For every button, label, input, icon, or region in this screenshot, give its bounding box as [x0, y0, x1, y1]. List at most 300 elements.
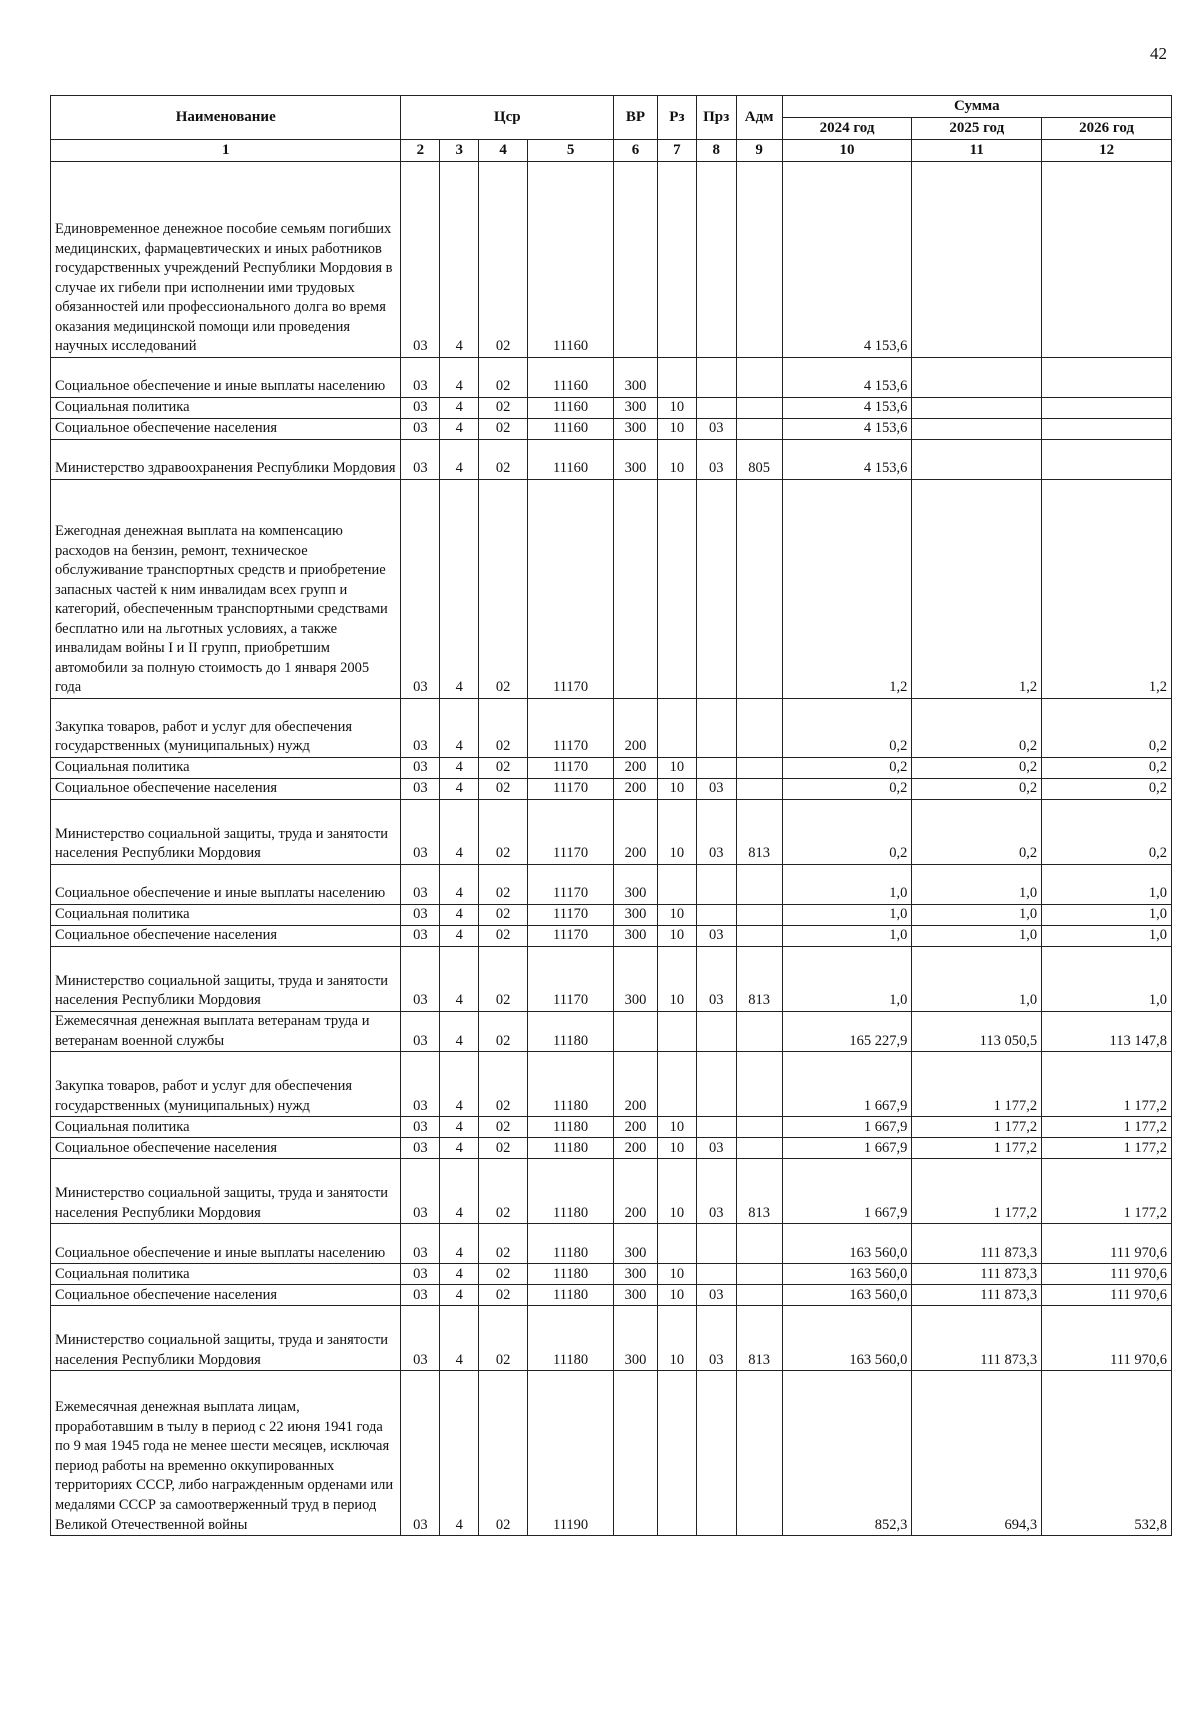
- csr-part2: 4: [440, 1285, 479, 1306]
- sum-2026: 111 970,6: [1042, 1306, 1172, 1371]
- csr-code: 11160: [528, 440, 614, 480]
- sum-2025: 111 873,3: [912, 1224, 1042, 1264]
- row-name: Министерство социальной защиты, труда и занятости населения Республики Мордовия: [51, 947, 401, 1012]
- table-row: [51, 1012, 1172, 1052]
- row-name: Ежегодная денежная выплата на компенсацию расходов на бензин, ремонт, техническое обслуживание транспортных средств и приобретение запасных частей к ним инвалидам всех групп и категорий, обеспеченным транспортными средствами бесплатно или на льготных условиях, а также инвалидам войны I и II групп, приобретшим автомобили за полную стоимость до 1 января 2005 года: [51, 480, 401, 699]
- vr-code: 200: [614, 1159, 658, 1224]
- rz-code: 10: [657, 440, 696, 480]
- adm-code: [736, 1264, 782, 1285]
- table-row: [51, 779, 1172, 800]
- sum-2025: [912, 162, 1042, 358]
- adm-code: [736, 398, 782, 419]
- csr-part1: 03: [401, 800, 440, 865]
- adm-code: [736, 162, 782, 358]
- rz-code: 10: [657, 1138, 696, 1159]
- csr-code: 11170: [528, 947, 614, 1012]
- sum-2026: [1042, 398, 1172, 419]
- prz-code: [696, 758, 736, 779]
- header-year-2024: 2024 год: [782, 118, 912, 140]
- colnum: 2: [401, 140, 440, 162]
- sum-2025: 1,0: [912, 905, 1042, 926]
- rz-code: [657, 358, 696, 398]
- adm-code: [736, 865, 782, 905]
- rz-code: 10: [657, 800, 696, 865]
- table-row: [51, 926, 1172, 947]
- sum-2025: 1 177,2: [912, 1052, 1042, 1117]
- vr-code: 300: [614, 1264, 658, 1285]
- csr-part2: 4: [440, 480, 479, 699]
- sum-2026: 1 177,2: [1042, 1052, 1172, 1117]
- vr-code: 200: [614, 1138, 658, 1159]
- adm-code: 805: [736, 440, 782, 480]
- csr-code: 11170: [528, 800, 614, 865]
- row-name: Социальная политика: [51, 1117, 401, 1138]
- csr-part3: 02: [479, 1285, 528, 1306]
- sum-2026: 1,0: [1042, 865, 1172, 905]
- vr-code: 200: [614, 758, 658, 779]
- sum-2024: 1,0: [782, 947, 912, 1012]
- colnum: 8: [696, 140, 736, 162]
- sum-2024: 1,0: [782, 905, 912, 926]
- sum-2024: 1 667,9: [782, 1159, 912, 1224]
- row-name: Социальное обеспечение населения: [51, 419, 401, 440]
- row-name: Единовременное денежное пособие семьям погибших медицинских, фармацевтических и иных работников государственных учреждений Республики Мордовия в случае их гибели при исполнении ими трудовых обязанностей или профессионального долга во время оказания медицинской помощи или проведения научных исследований: [51, 162, 401, 358]
- row-name: Ежемесячная денежная выплата ветеранам труда и ветеранам военной службы: [51, 1012, 401, 1052]
- sum-2026: 0,2: [1042, 699, 1172, 758]
- csr-part1: 03: [401, 947, 440, 1012]
- csr-code: 11170: [528, 758, 614, 779]
- csr-part2: 4: [440, 1371, 479, 1536]
- sum-2026: 1,2: [1042, 480, 1172, 699]
- row-name: Социальное обеспечение и иные выплаты населению: [51, 1224, 401, 1264]
- vr-code: 200: [614, 699, 658, 758]
- adm-code: 813: [736, 1159, 782, 1224]
- rz-code: [657, 162, 696, 358]
- csr-part1: 03: [401, 1306, 440, 1371]
- sum-2024: 0,2: [782, 699, 912, 758]
- rz-code: 10: [657, 1306, 696, 1371]
- rz-code: 10: [657, 779, 696, 800]
- prz-code: [696, 358, 736, 398]
- rz-code: [657, 480, 696, 699]
- prz-code: 03: [696, 779, 736, 800]
- csr-code: 11170: [528, 480, 614, 699]
- table-row: [51, 1306, 1172, 1371]
- vr-code: 300: [614, 398, 658, 419]
- sum-2026: 0,2: [1042, 800, 1172, 865]
- sum-2025: 0,2: [912, 758, 1042, 779]
- prz-code: [696, 1264, 736, 1285]
- rz-code: [657, 699, 696, 758]
- csr-part2: 4: [440, 926, 479, 947]
- csr-code: 11170: [528, 905, 614, 926]
- sum-2026: [1042, 419, 1172, 440]
- sum-2025: 1,0: [912, 865, 1042, 905]
- sum-2026: 111 970,6: [1042, 1264, 1172, 1285]
- vr-code: 200: [614, 1052, 658, 1117]
- table-row: [51, 1159, 1172, 1224]
- sum-2025: 1,0: [912, 947, 1042, 1012]
- csr-part3: 02: [479, 947, 528, 1012]
- sum-2024: 4 153,6: [782, 440, 912, 480]
- csr-code: 11170: [528, 699, 614, 758]
- rz-code: 10: [657, 947, 696, 1012]
- adm-code: [736, 926, 782, 947]
- row-name: Социальная политика: [51, 1264, 401, 1285]
- sum-2024: 163 560,0: [782, 1285, 912, 1306]
- vr-code: 300: [614, 440, 658, 480]
- table-row: [51, 800, 1172, 865]
- csr-part1: 03: [401, 1138, 440, 1159]
- csr-part3: 02: [479, 1264, 528, 1285]
- rz-code: 10: [657, 926, 696, 947]
- sum-2024: 4 153,6: [782, 358, 912, 398]
- adm-code: [736, 905, 782, 926]
- csr-part3: 02: [479, 926, 528, 947]
- sum-2025: 0,2: [912, 699, 1042, 758]
- table-row: [51, 947, 1172, 1012]
- csr-part2: 4: [440, 1012, 479, 1052]
- csr-part3: 02: [479, 162, 528, 358]
- prz-code: [696, 1052, 736, 1117]
- csr-part1: 03: [401, 699, 440, 758]
- sum-2024: 1,0: [782, 865, 912, 905]
- vr-code: 200: [614, 779, 658, 800]
- rz-code: 10: [657, 758, 696, 779]
- header-prz: Прз: [696, 96, 736, 140]
- csr-part2: 4: [440, 699, 479, 758]
- sum-2025: 111 873,3: [912, 1306, 1042, 1371]
- vr-code: 300: [614, 905, 658, 926]
- sum-2024: 0,2: [782, 758, 912, 779]
- table-row: [51, 162, 1172, 358]
- csr-code: 11180: [528, 1285, 614, 1306]
- csr-code: 11160: [528, 162, 614, 358]
- sum-2024: 1,2: [782, 480, 912, 699]
- vr-code: 300: [614, 947, 658, 1012]
- sum-2026: 0,2: [1042, 779, 1172, 800]
- csr-part2: 4: [440, 1264, 479, 1285]
- sum-2025: 0,2: [912, 800, 1042, 865]
- prz-code: [696, 480, 736, 699]
- adm-code: [736, 1371, 782, 1536]
- csr-part1: 03: [401, 162, 440, 358]
- sum-2024: 163 560,0: [782, 1264, 912, 1285]
- sum-2025: [912, 358, 1042, 398]
- csr-part1: 03: [401, 779, 440, 800]
- csr-code: 11190: [528, 1371, 614, 1536]
- sum-2026: 111 970,6: [1042, 1224, 1172, 1264]
- prz-code: [696, 1012, 736, 1052]
- sum-2025: 1,2: [912, 480, 1042, 699]
- row-name: Закупка товаров, работ и услуг для обеспечения государственных (муниципальных) нужд: [51, 699, 401, 758]
- colnum: 1: [51, 140, 401, 162]
- vr-code: [614, 162, 658, 358]
- sum-2024: 0,2: [782, 779, 912, 800]
- sum-2024: 1 667,9: [782, 1117, 912, 1138]
- header-sum: Сумма: [782, 96, 1171, 118]
- csr-part1: 03: [401, 1371, 440, 1536]
- adm-code: [736, 419, 782, 440]
- sum-2024: 4 153,6: [782, 419, 912, 440]
- adm-code: [736, 1012, 782, 1052]
- table-row: [51, 1371, 1172, 1536]
- csr-part2: 4: [440, 419, 479, 440]
- csr-part3: 02: [479, 440, 528, 480]
- adm-code: 813: [736, 947, 782, 1012]
- prz-code: 03: [696, 1138, 736, 1159]
- prz-code: 03: [696, 926, 736, 947]
- csr-part3: 02: [479, 398, 528, 419]
- row-name: Ежемесячная денежная выплата лицам, проработавшим в тылу в период с 22 июня 1941 года по 9 мая 1945 года не менее шести месяцев, исключая период работы на временно оккупированных территориях СССР, либо награжденным орденами или медалями СССР за самоотверженный труд в период Великой Отечественной войны: [51, 1371, 401, 1536]
- vr-code: 200: [614, 1117, 658, 1138]
- adm-code: 813: [736, 1306, 782, 1371]
- adm-code: [736, 1224, 782, 1264]
- sum-2025: 1 177,2: [912, 1159, 1042, 1224]
- adm-code: [736, 1285, 782, 1306]
- csr-part3: 02: [479, 1159, 528, 1224]
- csr-code: 11180: [528, 1138, 614, 1159]
- header-year-2025: 2025 год: [912, 118, 1042, 140]
- vr-code: [614, 1012, 658, 1052]
- prz-code: [696, 1117, 736, 1138]
- sum-2024: 163 560,0: [782, 1306, 912, 1371]
- rz-code: [657, 1224, 696, 1264]
- header-year-2026: 2026 год: [1042, 118, 1172, 140]
- row-name: Министерство социальной защиты, труда и занятости населения Республики Мордовия: [51, 800, 401, 865]
- adm-code: [736, 1052, 782, 1117]
- table-row: [51, 865, 1172, 905]
- header-rz: Рз: [657, 96, 696, 140]
- budget-table: [50, 95, 1172, 1536]
- vr-code: 300: [614, 419, 658, 440]
- sum-2026: 532,8: [1042, 1371, 1172, 1536]
- csr-code: 11160: [528, 419, 614, 440]
- csr-part2: 4: [440, 779, 479, 800]
- sum-2024: 163 560,0: [782, 1224, 912, 1264]
- table-row: [51, 358, 1172, 398]
- prz-code: [696, 699, 736, 758]
- table-row: [51, 758, 1172, 779]
- csr-part3: 02: [479, 865, 528, 905]
- csr-part2: 4: [440, 865, 479, 905]
- table-row: [51, 398, 1172, 419]
- csr-part2: 4: [440, 1138, 479, 1159]
- row-name: Министерство социальной защиты, труда и занятости населения Республики Мордовия: [51, 1306, 401, 1371]
- prz-code: 03: [696, 440, 736, 480]
- header-name: Наименование: [51, 96, 401, 140]
- csr-code: 11170: [528, 779, 614, 800]
- prz-code: 03: [696, 800, 736, 865]
- csr-part3: 02: [479, 1306, 528, 1371]
- vr-code: [614, 1371, 658, 1536]
- adm-code: 813: [736, 800, 782, 865]
- vr-code: [614, 480, 658, 699]
- table-row: [51, 440, 1172, 480]
- vr-code: 200: [614, 800, 658, 865]
- vr-code: 300: [614, 926, 658, 947]
- table-row: [51, 480, 1172, 699]
- csr-part3: 02: [479, 905, 528, 926]
- csr-code: 11180: [528, 1012, 614, 1052]
- csr-part2: 4: [440, 1224, 479, 1264]
- csr-part3: 02: [479, 800, 528, 865]
- csr-part3: 02: [479, 1371, 528, 1536]
- sum-2025: 0,2: [912, 779, 1042, 800]
- sum-2026: [1042, 162, 1172, 358]
- table-row: [51, 419, 1172, 440]
- sum-2024: 1 667,9: [782, 1052, 912, 1117]
- colnum: 5: [528, 140, 614, 162]
- csr-part2: 4: [440, 440, 479, 480]
- header-adm: Адм: [736, 96, 782, 140]
- colnum: 4: [479, 140, 528, 162]
- sum-2024: 4 153,6: [782, 398, 912, 419]
- colnum: 3: [440, 140, 479, 162]
- row-name: Социальная политика: [51, 398, 401, 419]
- row-name: Социальное обеспечение и иные выплаты населению: [51, 865, 401, 905]
- csr-part1: 03: [401, 865, 440, 905]
- csr-part2: 4: [440, 398, 479, 419]
- adm-code: [736, 758, 782, 779]
- sum-2024: 1 667,9: [782, 1138, 912, 1159]
- prz-code: [696, 1371, 736, 1536]
- csr-part1: 03: [401, 1264, 440, 1285]
- csr-part1: 03: [401, 926, 440, 947]
- csr-part1: 03: [401, 1117, 440, 1138]
- prz-code: 03: [696, 947, 736, 1012]
- sum-2026: 111 970,6: [1042, 1285, 1172, 1306]
- csr-part2: 4: [440, 905, 479, 926]
- row-name: Социальное обеспечение населения: [51, 926, 401, 947]
- table-row: [51, 905, 1172, 926]
- sum-2026: 1 177,2: [1042, 1138, 1172, 1159]
- csr-part2: 4: [440, 358, 479, 398]
- csr-code: 11180: [528, 1306, 614, 1371]
- sum-2026: 1,0: [1042, 926, 1172, 947]
- row-name: Социальное обеспечение населения: [51, 1285, 401, 1306]
- csr-part1: 03: [401, 1052, 440, 1117]
- sum-2025: [912, 440, 1042, 480]
- csr-code: 11180: [528, 1224, 614, 1264]
- row-name: Социальная политика: [51, 758, 401, 779]
- sum-2026: [1042, 358, 1172, 398]
- csr-part1: 03: [401, 398, 440, 419]
- csr-part2: 4: [440, 800, 479, 865]
- csr-code: 11180: [528, 1117, 614, 1138]
- csr-part3: 02: [479, 419, 528, 440]
- csr-part3: 02: [479, 1052, 528, 1117]
- csr-part3: 02: [479, 480, 528, 699]
- sum-2025: [912, 398, 1042, 419]
- sum-2024: 852,3: [782, 1371, 912, 1536]
- csr-part1: 03: [401, 358, 440, 398]
- rz-code: 10: [657, 419, 696, 440]
- prz-code: 03: [696, 1159, 736, 1224]
- colnum: 9: [736, 140, 782, 162]
- csr-part1: 03: [401, 419, 440, 440]
- table-row: [51, 1285, 1172, 1306]
- csr-part1: 03: [401, 1285, 440, 1306]
- csr-code: 11180: [528, 1264, 614, 1285]
- csr-part2: 4: [440, 1052, 479, 1117]
- csr-part2: 4: [440, 162, 479, 358]
- vr-code: 300: [614, 1306, 658, 1371]
- rz-code: [657, 1052, 696, 1117]
- csr-part3: 02: [479, 358, 528, 398]
- row-name: Социальное обеспечение населения: [51, 779, 401, 800]
- table-row: [51, 1052, 1172, 1117]
- prz-code: [696, 905, 736, 926]
- header-csr: Цср: [401, 96, 614, 140]
- sum-2024: 0,2: [782, 800, 912, 865]
- sum-2026: 1,0: [1042, 905, 1172, 926]
- prz-code: [696, 162, 736, 358]
- sum-2024: 1,0: [782, 926, 912, 947]
- csr-code: 11170: [528, 865, 614, 905]
- csr-part3: 02: [479, 1012, 528, 1052]
- sum-2026: 1 177,2: [1042, 1117, 1172, 1138]
- csr-part3: 02: [479, 699, 528, 758]
- csr-part2: 4: [440, 1117, 479, 1138]
- rz-code: [657, 1012, 696, 1052]
- sum-2026: [1042, 440, 1172, 480]
- sum-2026: 0,2: [1042, 758, 1172, 779]
- sum-2025: [912, 419, 1042, 440]
- rz-code: 10: [657, 398, 696, 419]
- sum-2024: 4 153,6: [782, 162, 912, 358]
- rz-code: 10: [657, 905, 696, 926]
- vr-code: 300: [614, 865, 658, 905]
- csr-part3: 02: [479, 1138, 528, 1159]
- rz-code: 10: [657, 1117, 696, 1138]
- rz-code: [657, 1371, 696, 1536]
- colnum: 7: [657, 140, 696, 162]
- table-row: [51, 699, 1172, 758]
- prz-code: 03: [696, 1306, 736, 1371]
- csr-part1: 03: [401, 905, 440, 926]
- csr-code: 11180: [528, 1159, 614, 1224]
- csr-part2: 4: [440, 758, 479, 779]
- page-number: 42: [1150, 44, 1167, 63]
- adm-code: [736, 1117, 782, 1138]
- table-row: [51, 1224, 1172, 1264]
- rz-code: 10: [657, 1264, 696, 1285]
- csr-part2: 4: [440, 947, 479, 1012]
- sum-2026: 1,0: [1042, 947, 1172, 1012]
- csr-code: 11160: [528, 358, 614, 398]
- csr-part1: 03: [401, 480, 440, 699]
- rz-code: [657, 865, 696, 905]
- colnum: 12: [1042, 140, 1172, 162]
- column-numbers-row: [51, 140, 1172, 162]
- adm-code: [736, 699, 782, 758]
- row-name: Социальное обеспечение и иные выплаты населению: [51, 358, 401, 398]
- csr-part1: 03: [401, 1224, 440, 1264]
- csr-code: 11180: [528, 1052, 614, 1117]
- table-row: [51, 1138, 1172, 1159]
- csr-part1: 03: [401, 758, 440, 779]
- sum-2025: 694,3: [912, 1371, 1042, 1536]
- prz-code: [696, 1224, 736, 1264]
- colnum: 10: [782, 140, 912, 162]
- sum-2026: 1 177,2: [1042, 1159, 1172, 1224]
- prz-code: 03: [696, 419, 736, 440]
- row-name: Министерство социальной защиты, труда и занятости населения Республики Мордовия: [51, 1159, 401, 1224]
- csr-code: 11170: [528, 926, 614, 947]
- csr-part1: 03: [401, 440, 440, 480]
- sum-2025: 111 873,3: [912, 1264, 1042, 1285]
